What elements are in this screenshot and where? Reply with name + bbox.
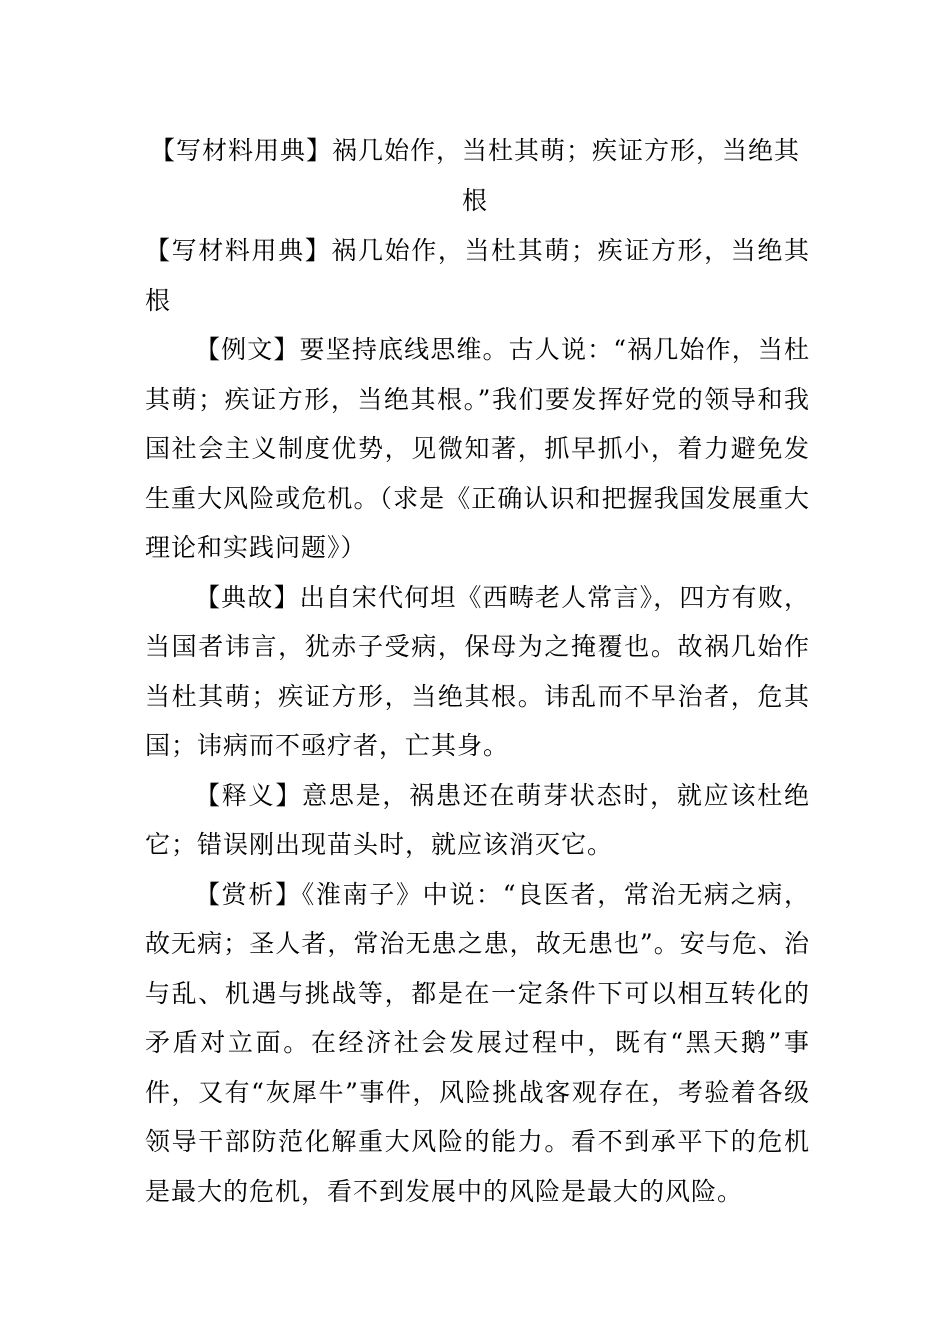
meaning-paragraph: 【释义】意思是，祸患还在萌芽状态时，就应该杜绝它；错误刚出现苗头时，就应该消灭它。 [145, 780, 810, 859]
heading-paragraph: 【写材料用典】祸几始作，当杜其萌；疾证方形，当绝其根 [145, 236, 810, 315]
document-body [145, 226, 810, 1216]
allusion-paragraph: 【典故】出自宋代何坦《西畴老人常言》，四方有败，当国者讳言，犹赤子受病，保母为之掩覆也。故祸几始作当杜其萌；疾证方形，当绝其根。讳乱而不早治者，危其国；讳病而不亟疗者，亡其身。 [145, 582, 810, 760]
example-paragraph: 【例文】要坚持底线思维。古人说：“祸几始作，当杜其萌；疾证方形，当绝其根。”我们要发挥好党的领导和我国社会主义制度优势，见微知著，抓早抓小，着力避免发生重大风险或危机。（求是《正确认识和把握我国发展重大理论和实践问题》） [145, 335, 810, 562]
appreciation-paragraph: 【赏析】《淮南子》中说：“良医者，常治无病之病，故无病；圣人者，常治无患之患，故无患也”。安与危、治与乱、机遇与挑战等，都是在一定条件下可以相互转化的矛盾对立面。在经济社会发展过程中，既有“黑天鹅”事件，又有“灰犀牛”事件，风险挑战客观存在，考验着各级领导干部防范化解重大风险的能力。看不到承平下的危机是最大的危机，看不到发展中的风险是最大的风险。 [145, 879, 810, 1206]
document-title: 【写材料用典】祸几始作，当杜其萌；疾证方形，当绝其根 [149, 136, 800, 215]
